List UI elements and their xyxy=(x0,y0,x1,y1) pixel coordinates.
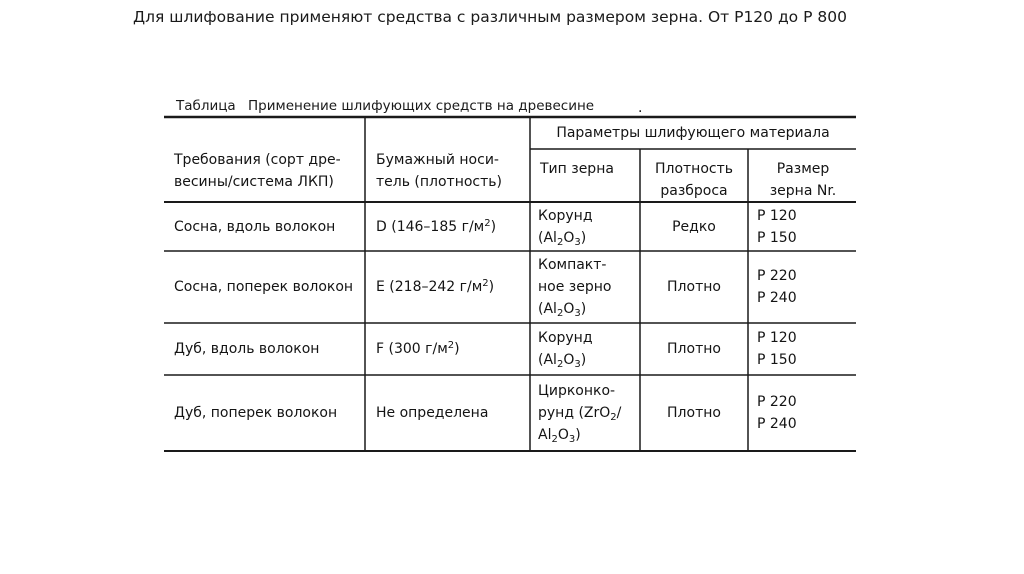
row-spread-density: Плотно xyxy=(667,341,721,357)
stray-dot: . xyxy=(638,100,643,116)
header-material-params: Параметры шлифующего материала xyxy=(556,125,830,141)
header-requirements: Требования (сорт дре- весины/система ЛКП) xyxy=(174,152,341,190)
row-grain-size: P 220 P 240 xyxy=(757,268,797,306)
table-image xyxy=(160,92,860,460)
row-paper-carrier: D (146–185 $г/м^2$) xyxy=(376,217,497,235)
row-grain-size: P 120 P 150 xyxy=(757,207,797,246)
row-grain-type: Корунд $(Al_2O_3)$ xyxy=(538,330,593,370)
row-spread-density: Плотно xyxy=(667,279,721,295)
row-grain-type: Компакт- ное зерно $(Al_2O_3)$ xyxy=(538,257,612,319)
row-requirement: Сосна, вдоль волокон xyxy=(174,218,336,235)
header-paper-carrier: Бумажный носи- тель (плотность) xyxy=(376,152,502,190)
row-paper-carrier: Не определена xyxy=(376,405,489,421)
header-grain-size: Размер зерна Nr. xyxy=(769,161,837,199)
header-spread-density: Плотность разброса xyxy=(654,161,734,199)
row-grain-size: P 220 P 240 xyxy=(757,394,797,432)
row-grain-type: Корунд $(Al_2O_3)$ xyxy=(538,207,593,248)
row-grain-size: P 120 P 150 xyxy=(757,330,797,368)
row-paper-carrier: E (218–242 $г/м^2$) xyxy=(376,278,495,295)
row-spread-density: Плотно xyxy=(667,405,721,421)
row-requirement: Дуб, вдоль волокон xyxy=(174,341,320,357)
caption-label: Таблица xyxy=(176,98,236,114)
row-paper-carrier: F (300 $г/м^2$) xyxy=(376,340,460,357)
slide-heading: Для шлифование применяют средства с различным размером зерна. От P120 до Р 800 xyxy=(133,8,847,26)
header-grain-type: Тип зерна xyxy=(540,161,614,177)
row-requirement: Дуб, поперек волокон xyxy=(174,405,338,421)
row-grain-type: Цирконко- рунд (ZrO$_2$/ $Al_2O_3$) xyxy=(538,383,622,445)
row-spread-density: Редко xyxy=(672,218,716,235)
caption-title: Применение шлифующих средств на древесине xyxy=(248,98,595,114)
row-requirement: Сосна, поперек волокон xyxy=(174,279,354,295)
